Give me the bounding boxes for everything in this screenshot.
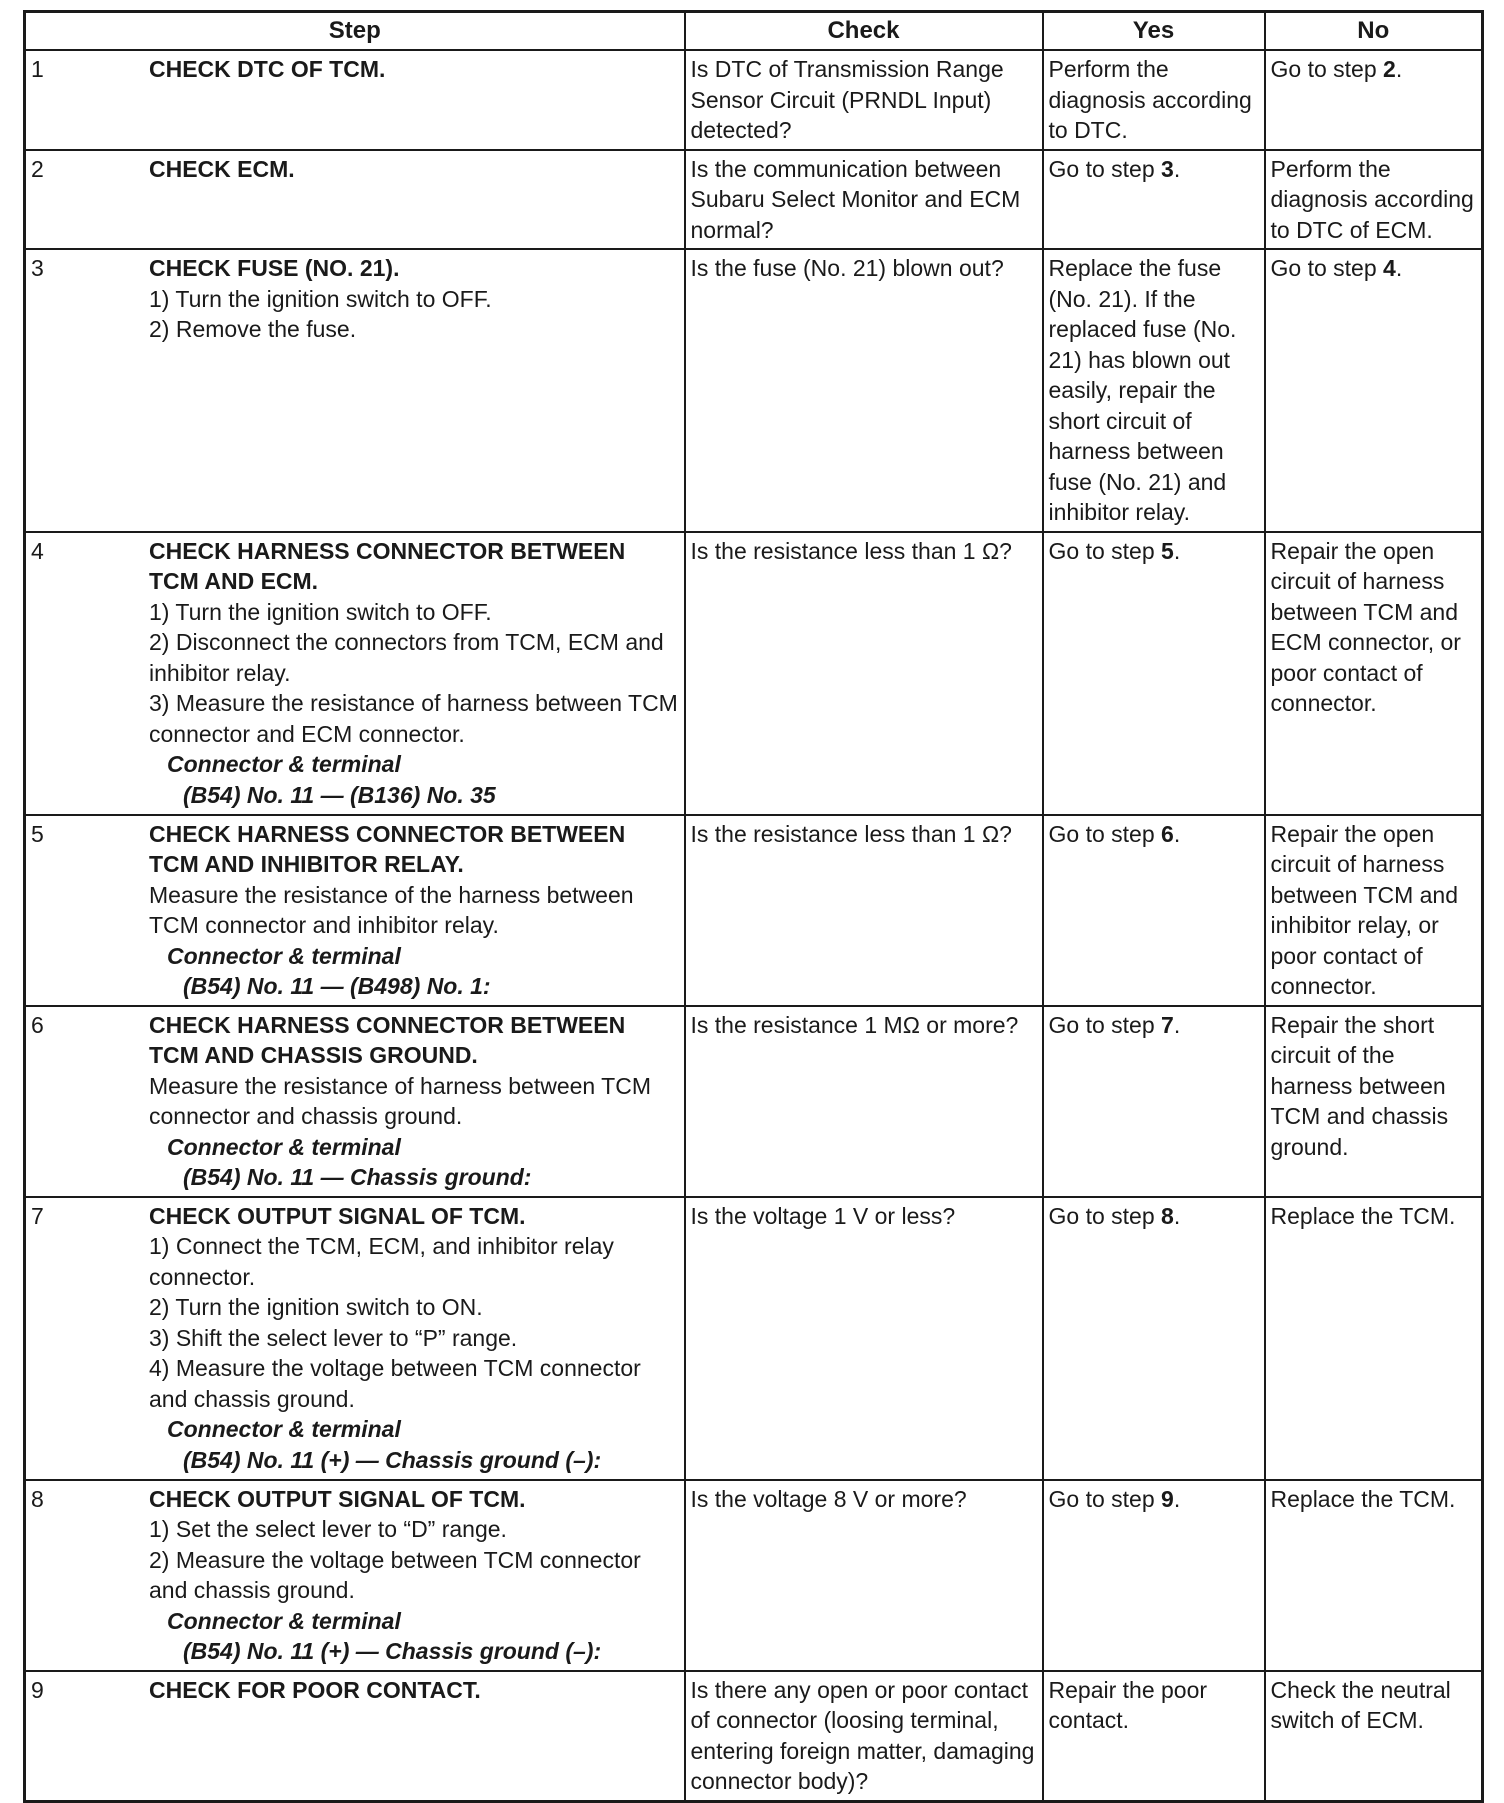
step-title: CHECK OUTPUT SIGNAL OF TCM. bbox=[149, 1202, 526, 1229]
yes-cell bbox=[1043, 150, 1265, 250]
step-title: CHECK ECM. bbox=[149, 155, 295, 182]
step-number: 6 bbox=[31, 1011, 44, 1038]
step-cell bbox=[25, 1006, 685, 1197]
table-row bbox=[25, 1006, 1483, 1197]
connector-label: Connector & terminal bbox=[167, 751, 401, 777]
step-number: 5 bbox=[31, 820, 44, 847]
check-cell: Is the resistance 1 MΩ or more? bbox=[685, 1006, 1043, 1197]
connector-value: (B54) No. 11 — (B136) No. 35 bbox=[183, 781, 496, 808]
yes-text: Go to step bbox=[1048, 537, 1162, 564]
yes-cell bbox=[1043, 815, 1265, 1006]
step-reference: 8 bbox=[1161, 1202, 1174, 1229]
step-number: 1 bbox=[31, 56, 44, 82]
instruction-line: 4) Measure the voltage between TCM connector and chassis ground. bbox=[149, 1355, 641, 1412]
connector-value: (B54) No. 11 (+) — Chassis ground (–): bbox=[183, 1446, 602, 1473]
connector-value: (B54) No. 11 (+) — Chassis ground (–): bbox=[183, 1638, 602, 1664]
connector-label: Connector & terminal bbox=[167, 1133, 401, 1160]
yes-text-suffix: . bbox=[1173, 820, 1181, 847]
step-title: CHECK FOR POOR CONTACT. bbox=[149, 1676, 481, 1703]
step-reference: 3 bbox=[1161, 155, 1174, 182]
yes-cell: Repair the poor contact. bbox=[1043, 1671, 1265, 1802]
instruction-line: 1) Turn the ignition switch to OFF. bbox=[149, 598, 492, 625]
no-text-suffix: . bbox=[1395, 255, 1403, 281]
yes-cell: Replace the fuse (No. 21). If the replaced fuse (No. 21) has blown out easily, repair the short circuit of harness between fuse (No. 21) and inhibitor relay. bbox=[1043, 249, 1265, 532]
yes-text: Go to step bbox=[1048, 155, 1162, 182]
step-cell bbox=[25, 50, 685, 150]
instruction-line: 2) Measure the voltage between TCM connector and chassis ground. bbox=[149, 1546, 641, 1603]
no-cell: Replace the TCM. bbox=[1265, 1197, 1483, 1480]
connector-label: Connector & terminal bbox=[167, 1607, 401, 1634]
step-cell bbox=[25, 815, 685, 1006]
step-reference: 7 bbox=[1161, 1011, 1174, 1038]
step-cell bbox=[25, 150, 685, 250]
yes-text-suffix: . bbox=[1173, 1011, 1181, 1038]
yes-cell bbox=[1043, 1480, 1265, 1671]
instruction-line: 1) Connect the TCM, ECM, and inhibitor relay connector. bbox=[149, 1233, 614, 1290]
step-cell bbox=[25, 1480, 685, 1671]
check-cell: Is the resistance less than 1 Ω? bbox=[685, 815, 1043, 1006]
check-cell: Is the voltage 1 V or less? bbox=[685, 1197, 1043, 1480]
no-text-suffix: . bbox=[1395, 56, 1403, 82]
step-title: CHECK HARNESS CONNECTOR BETWEEN TCM AND INHIBITOR RELAY. bbox=[149, 820, 626, 877]
no-cell bbox=[1265, 249, 1483, 532]
step-number: 9 bbox=[31, 1676, 44, 1703]
check-cell: Is DTC of Transmission Range Sensor Circuit (PRNDL Input) detected? bbox=[685, 50, 1043, 150]
connector-label: Connector & terminal bbox=[167, 942, 401, 969]
yes-cell bbox=[1043, 1197, 1265, 1480]
instruction-line: 3) Measure the resistance of harness between TCM connector and ECM connector. bbox=[149, 690, 678, 747]
diagnostic-procedure-sheet bbox=[23, 10, 1481, 1794]
yes-text-suffix: . bbox=[1173, 155, 1181, 182]
step-cell bbox=[25, 532, 685, 815]
yes-cell bbox=[1043, 1006, 1265, 1197]
instruction-line: Measure the resistance of harness between TCM connector and chassis ground. bbox=[149, 1072, 651, 1129]
instruction-line: 2) Turn the ignition switch to ON. bbox=[149, 1294, 483, 1320]
yes-text: Go to step bbox=[1048, 1011, 1162, 1038]
no-cell: Repair the open circuit of harness between TCM and inhibitor relay, or poor contact of connector. bbox=[1265, 815, 1483, 1006]
table-row bbox=[25, 1197, 1483, 1480]
instruction-line: 1) Turn the ignition switch to OFF. bbox=[149, 285, 492, 312]
step-title: CHECK HARNESS CONNECTOR BETWEEN TCM AND ECM. bbox=[149, 537, 626, 594]
instruction-line: 2) Remove the fuse. bbox=[149, 316, 357, 342]
check-cell: Is there any open or poor contact of connector (loosing terminal, entering foreign matter, damaging connector body)? bbox=[685, 1671, 1043, 1802]
step-title: CHECK DTC OF TCM. bbox=[149, 56, 386, 82]
header-check: Check bbox=[685, 12, 1043, 51]
header-step: Step bbox=[25, 12, 685, 51]
no-text: Go to step bbox=[1270, 255, 1384, 281]
step-reference: 4 bbox=[1383, 255, 1396, 281]
no-text: Go to step bbox=[1270, 56, 1384, 82]
table-row bbox=[25, 50, 1483, 150]
step-reference: 2 bbox=[1383, 56, 1396, 82]
step-cell bbox=[25, 1671, 685, 1802]
instruction-line: 3) Shift the select lever to “P” range. bbox=[149, 1324, 518, 1351]
step-title: CHECK OUTPUT SIGNAL OF TCM. bbox=[149, 1485, 526, 1512]
check-cell: Is the resistance less than 1 Ω? bbox=[685, 532, 1043, 815]
table-row bbox=[25, 150, 1483, 250]
diagnostic-table bbox=[23, 10, 1484, 1803]
check-cell: Is the communication between Subaru Select Monitor and ECM normal? bbox=[685, 150, 1043, 250]
step-number: 4 bbox=[31, 537, 44, 564]
no-cell: Repair the short circuit of the harness between TCM and chassis ground. bbox=[1265, 1006, 1483, 1197]
table-row bbox=[25, 1480, 1483, 1671]
yes-cell bbox=[1043, 532, 1265, 815]
yes-text: Go to step bbox=[1048, 1202, 1162, 1229]
instruction-line: 1) Set the select lever to “D” range. bbox=[149, 1516, 507, 1542]
step-reference: 6 bbox=[1161, 820, 1174, 847]
header-no: No bbox=[1265, 12, 1483, 51]
step-number: 3 bbox=[31, 255, 44, 281]
check-cell: Is the voltage 8 V or more? bbox=[685, 1480, 1043, 1671]
table-body bbox=[25, 50, 1483, 1801]
yes-text-suffix: . bbox=[1173, 1485, 1181, 1512]
connector-value: (B54) No. 11 — (B498) No. 1: bbox=[183, 973, 491, 999]
instruction-line: 2) Disconnect the connectors from TCM, ECM and inhibitor relay. bbox=[149, 629, 664, 686]
table-row bbox=[25, 249, 1483, 532]
step-number: 2 bbox=[31, 155, 44, 182]
yes-text: Go to step bbox=[1048, 1485, 1162, 1512]
step-reference: 9 bbox=[1161, 1485, 1174, 1512]
table-row bbox=[25, 532, 1483, 815]
no-cell bbox=[1265, 50, 1483, 150]
step-title: CHECK HARNESS CONNECTOR BETWEEN TCM AND CHASSIS GROUND. bbox=[149, 1011, 626, 1068]
no-cell: Perform the diagnosis according to DTC of ECM. bbox=[1265, 150, 1483, 250]
yes-text-suffix: . bbox=[1173, 537, 1181, 564]
step-number: 7 bbox=[31, 1202, 44, 1229]
table-row bbox=[25, 1671, 1483, 1802]
yes-text: Go to step bbox=[1048, 820, 1162, 847]
table-header-row bbox=[25, 12, 1483, 51]
table-row bbox=[25, 815, 1483, 1006]
step-cell bbox=[25, 249, 685, 532]
check-cell: Is the fuse (No. 21) blown out? bbox=[685, 249, 1043, 532]
step-reference: 5 bbox=[1161, 537, 1174, 564]
connector-value: (B54) No. 11 — Chassis ground: bbox=[183, 1164, 532, 1190]
yes-cell: Perform the diagnosis according to DTC. bbox=[1043, 50, 1265, 150]
step-cell bbox=[25, 1197, 685, 1480]
connector-label: Connector & terminal bbox=[167, 1416, 401, 1442]
yes-text-suffix: . bbox=[1173, 1202, 1181, 1229]
no-cell: Repair the open circuit of harness between TCM and ECM connector, or poor contact of connector. bbox=[1265, 532, 1483, 815]
step-number: 8 bbox=[31, 1485, 44, 1512]
instruction-line: Measure the resistance of the harness between TCM connector and inhibitor relay. bbox=[149, 881, 634, 938]
no-cell: Replace the TCM. bbox=[1265, 1480, 1483, 1671]
step-title: CHECK FUSE (NO. 21). bbox=[149, 255, 400, 281]
header-yes: Yes bbox=[1043, 12, 1265, 51]
no-cell: Check the neutral switch of ECM. bbox=[1265, 1671, 1483, 1802]
